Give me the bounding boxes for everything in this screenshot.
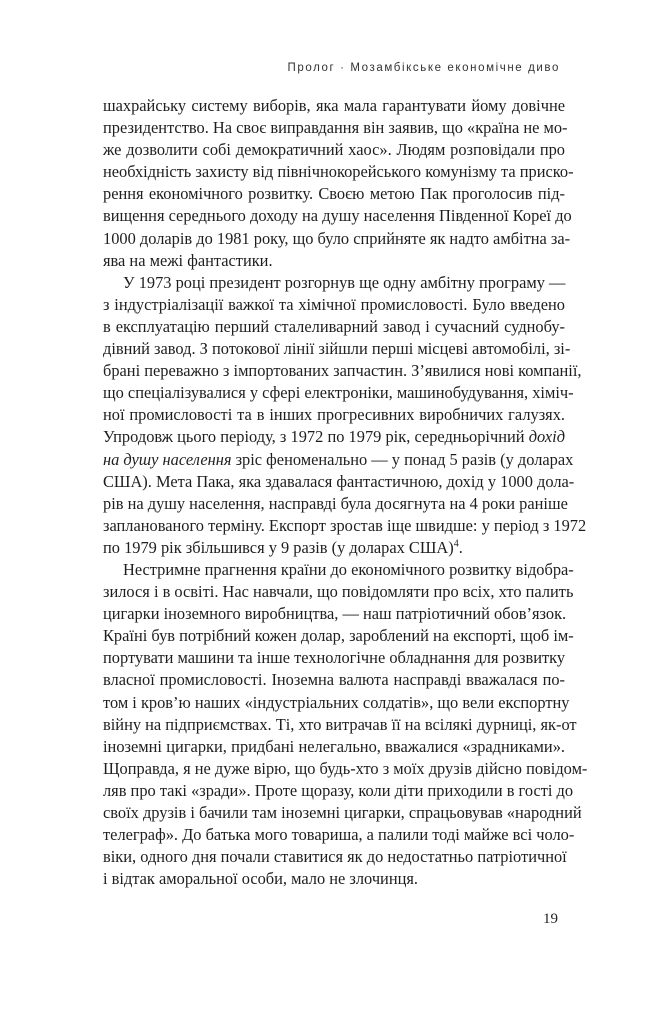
text-line: У 1973 році президент розгорнув ще одну амбітну програму —: [123, 272, 566, 292]
text-line: шахрайську систему виборів, яка мала гарантувати йому довічне: [103, 96, 565, 115]
text-line: ляв про такі «зради». Проте щоразу, коли діти приходили в гості до: [103, 780, 574, 800]
text-run: зріс феноменально — у понад 5 разів (у доларах: [231, 449, 574, 469]
text-line: [103, 449, 574, 471]
text-line: Щоправда, я не дуже вірю, що будь-хто з моїх друзів дійсно повідом-: [103, 758, 588, 778]
text-line: дівний завод. З потокової лінії зійшли перші місцеві автомобілі, зі-: [103, 339, 571, 359]
text-line: запланованого терміну. Експорт зростав іще швидше: у період з 1972: [103, 515, 587, 535]
text-run: Упродовж цього періоду, з 1972 по 1979 рік, середньорічний: [103, 427, 525, 447]
text-line: і відтак аморальної особи, мало не злочинця.: [103, 869, 419, 889]
text-line: ява на межі фантастики.: [103, 250, 273, 270]
italic-term: дохід: [528, 427, 565, 447]
text-line: війну на підприємствах. Ті, хто витрачав її на всілякі дурниці, як-от: [103, 714, 577, 734]
text-line: зилося і в освіті. Нас навчали, що повідомляти про всіх, хто палить: [103, 582, 574, 602]
body-text: [103, 95, 588, 890]
text-line: же дозволити собі демократичний хаос». Людям розповідали про: [103, 140, 565, 160]
text-line: 1000 доларів до 1981 року, що було сприйняте як надто амбітна за-: [103, 228, 571, 248]
text-line: віки, одного дня почали ставитися як до недостатньо патріотичної: [103, 847, 567, 867]
text-line: брані переважно з імпортованих запчастин. З’явилися нові компанії,: [103, 361, 582, 381]
text-line: США). Мета Пака, яка здавалася фантастичною, дохід у 1000 дола-: [103, 471, 575, 491]
text-line: [103, 537, 565, 559]
text-line: том і кров’ю наших «індустріальних солдатів», що вели експортну: [103, 692, 570, 712]
text-line: необхідність захисту від північнокорейського комунізму та приско-: [103, 162, 574, 182]
text-line: рення економічного розвитку. Своєю метою Пак проголосив під-: [103, 184, 565, 204]
footnote-marker: 4: [453, 538, 459, 550]
text-line: президентство. На своє виправдання він заявив, що «країна не мо-: [103, 118, 568, 138]
text-line: Нестримне прагнення країни до економічного розвитку відобра-: [123, 559, 574, 579]
text-line: цигарки іноземного виробництва, — наш патріотичний обов’язок.: [103, 604, 567, 624]
running-header: Пролог · Мозамбікське економічне диво: [287, 62, 560, 74]
text-line: вищення середнього доходу на душу населення Південної Кореї до: [103, 206, 572, 226]
text-run: по 1979 рік збільшився у 9 разів (у доларах США): [103, 537, 454, 557]
text-line: своїх друзів і бачили там іноземні цигарки, спрацьовував «народний: [103, 803, 582, 822]
text-line: з індустріалізації важкої та хімічної промисловості. Було введено: [103, 294, 565, 314]
italic-term: на душу населення: [103, 449, 232, 469]
text-line: іноземні цигарки, придбані нелегально, вважалися «зрадниками».: [103, 736, 565, 756]
text-run: .: [458, 537, 463, 557]
text-line: рів на душу населення, насправді була досягнута на 4 роки раніше: [103, 493, 568, 513]
paragraph-1: [103, 95, 574, 272]
text-line: Країні був потрібний кожен долар, зароблений на експорті, щоб ім-: [103, 626, 574, 646]
text-line: портувати машини та інше технологічне обладнання для розвитку: [103, 648, 566, 668]
text-line: власної промисловості. Іноземна валюта насправді вважалася по-: [103, 670, 565, 690]
text-line: [103, 426, 565, 448]
page-number: 19: [543, 911, 558, 927]
paragraph-2: [103, 272, 587, 559]
text-line: що спеціалізувалися у сфері електроніки, машинобудування, хіміч-: [103, 383, 574, 403]
text-line: телеграф». До батька мого товариша, а палили тоді майже всі чоло-: [103, 825, 575, 845]
paragraph-3: [103, 559, 588, 890]
text-line: ної промисловості та в інших прогресивних виробничих галузях.: [103, 405, 565, 425]
text-line: в експлуатацію перший сталеливарний завод і сучасний суднобу-: [103, 316, 565, 336]
